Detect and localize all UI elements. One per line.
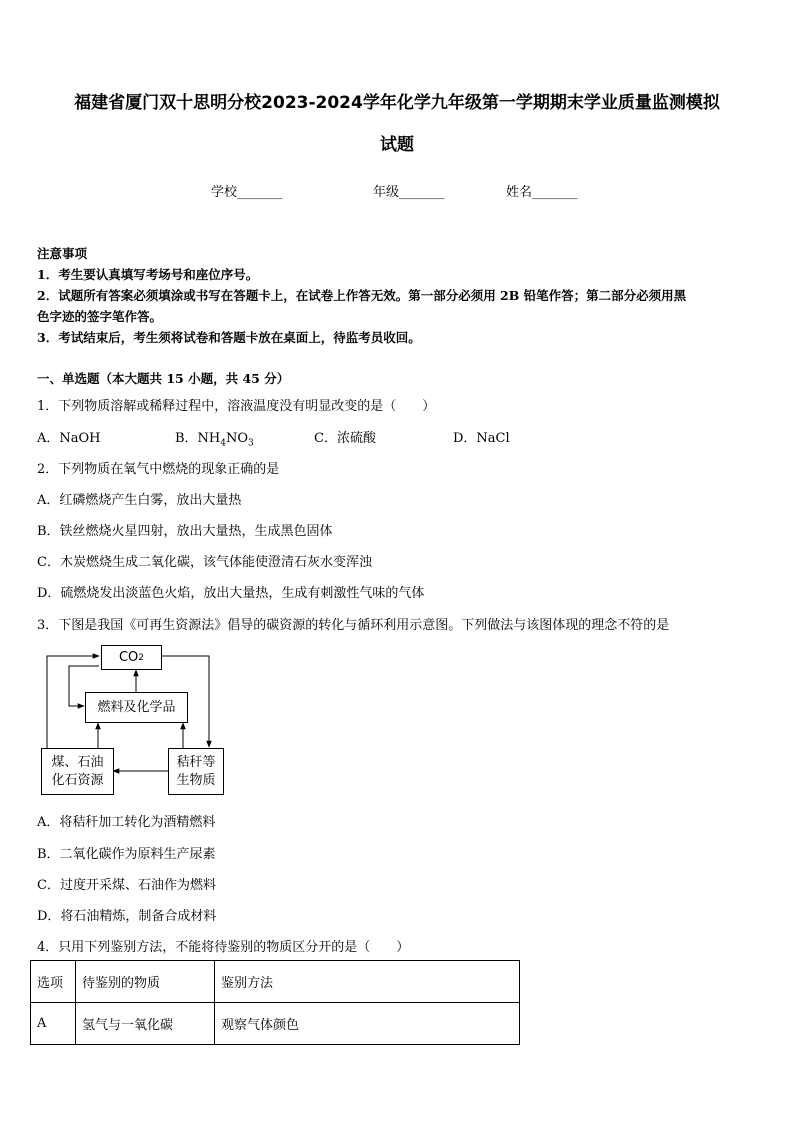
table-header-cell: 鉴别方法 [215, 961, 520, 1003]
question-1-stem: 1．下列物质溶解或稀释过程中，溶液温度没有明显改变的是（ ） [37, 399, 436, 414]
page-title: 福建省厦门双十思明分校2023-2024学年化学九年级第一学期期末学业质量监测模拟 [74, 93, 720, 113]
q3-option-d: D．将石油精炼，制备合成材料 [37, 909, 217, 924]
note-item: 色字迹的签字笔作答。 [37, 309, 163, 324]
page-title-line2: 试题 [380, 135, 414, 155]
q2-option-a: A．红磷燃烧产生白雾，放出大量热 [37, 493, 242, 508]
q1-option-a: A．NaOH [37, 431, 101, 446]
q2-option-c: C．木炭燃烧生成二氧化碳，该气体能使澄清石灰水变浑浊 [37, 555, 372, 570]
fuel-box: 燃料及化学品 [85, 692, 188, 723]
q3-option-c: C．过度开采煤、石油作为燃料 [37, 878, 216, 893]
coal-box: 煤、石油 化石资源 [41, 748, 114, 795]
name-field: 姓名_______ [506, 185, 578, 200]
table-row [31, 1003, 520, 1045]
q2-option-d: D．硫燃烧发出淡蓝色火焰，放出大量热，生成有刺激性气味的气体 [37, 586, 425, 601]
question-2-stem: 2．下列物质在氧气中燃烧的现象正确的是 [37, 462, 280, 477]
q1-option-d: D．NaCl [453, 431, 510, 446]
school-field: 学校_______ [211, 185, 283, 200]
table-header-cell: 选项 [31, 961, 76, 1003]
note-item: 2．试题所有答案必须填涂或书写在答题卡上，在试卷上作答无效。第一部分必须用 2B 铅笔作答；第二部分必须用黑 [37, 288, 687, 303]
q1-option-c: C．浓硫酸 [314, 431, 376, 446]
q3-option-b: B．二氧化碳作为原料生产尿素 [37, 847, 216, 862]
note-item: 1．考生要认真填写考场号和座位序号。 [37, 267, 259, 282]
question-3-stem: 3．下图是我国《可再生资源法》倡导的碳资源的转化与循环利用示意图。下列做法与该图体现的理念不符的是 [37, 618, 670, 633]
table-cell: 观察气体颜色 [215, 1003, 520, 1045]
straw-box: 秸秆等 生物质 [168, 748, 224, 795]
q2-option-b: B．铁丝燃烧火星四射，放出大量热，生成黑色固体 [37, 524, 333, 539]
section-heading: 一、单选题（本大题共 15 小题，共 45 分） [37, 371, 290, 386]
table-header-cell: 待鉴别的物质 [76, 961, 215, 1003]
table-header-row [31, 961, 520, 1003]
table-cell: A [31, 1003, 76, 1045]
q3-option-a: A．将秸秆加工转化为酒精燃料 [37, 815, 216, 830]
q1-option-b: B．$NH_4NO_3$ [175, 431, 254, 449]
question-4-stem: 4．只用下列鉴别方法，不能将待鉴别的物质区分开的是（ ） [37, 940, 410, 955]
notes-heading: 注意事项 [37, 246, 88, 261]
note-item: 3．考试结束后，考生须将试卷和答题卡放在桌面上，待监考员收回。 [37, 330, 421, 345]
grade-field: 年级_______ [373, 185, 445, 200]
q4-table [30, 960, 520, 1045]
co2-box: CO 2 [101, 645, 162, 670]
table-cell: 氢气与一氧化碳 [76, 1003, 215, 1045]
